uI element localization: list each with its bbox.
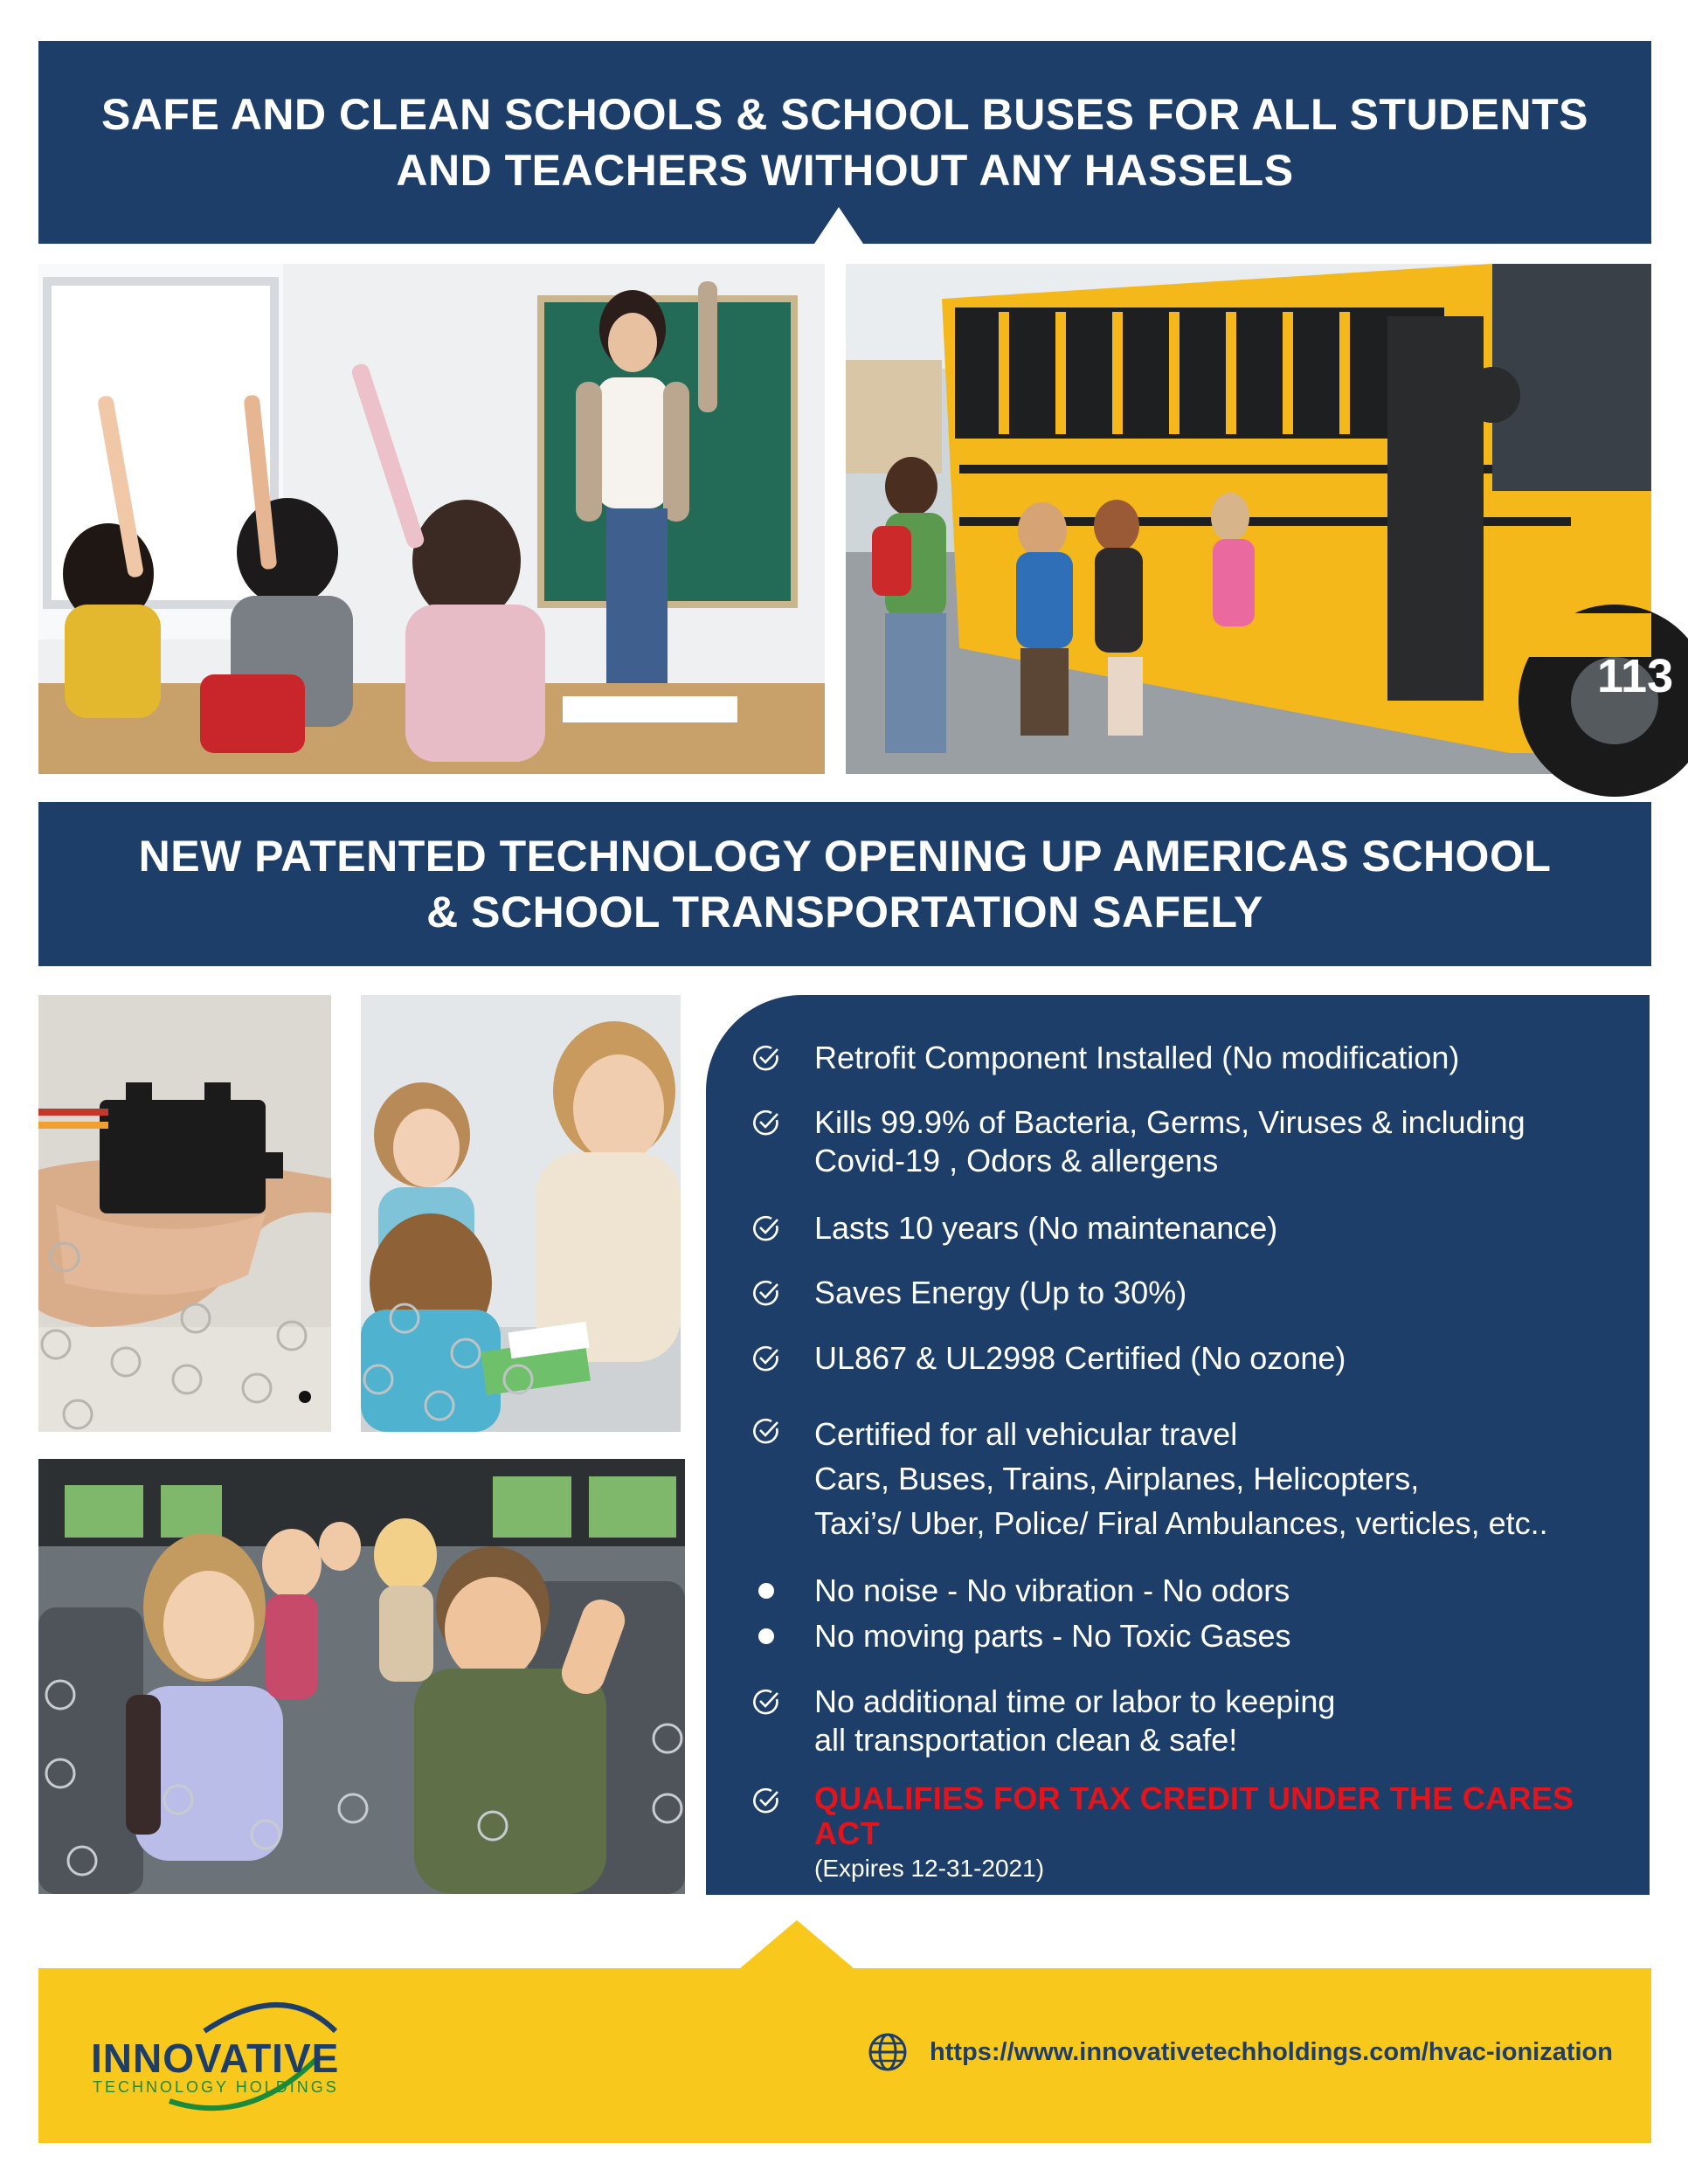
feature-no-noise [751,1572,1632,1610]
tax-credit-expiry: (Expires 12-31-2021) [814,1855,1045,1882]
feature-certified-ul [751,1339,1632,1378]
website-link-row[interactable] [867,2031,1613,2073]
feature-text [814,1683,1335,1759]
feature-line: No moving parts - No Toxic Gases [814,1618,1291,1654]
check-circle-icon [751,1344,781,1373]
check-circle-icon [751,1278,781,1308]
top-banner-line-1: SAFE AND CLEAN SCHOOLS & SCHOOL BUSES FOR ALL STUDENTS [100,90,1589,139]
feature-line: Taxi’s/ Uber, Police/ Firal Ambulances, verticles, etc.. [814,1505,1548,1541]
feature-line: Certified for all vehicular travel [814,1416,1238,1452]
globe-icon [867,2031,909,2073]
bus-number-label: 113 [1597,650,1674,702]
check-circle-icon [751,1687,781,1717]
top-banner-title [101,86,1588,198]
bullet-dot [758,1583,774,1599]
feature-line: No noise - No vibration - No odors [814,1572,1290,1608]
kids-on-bus-photo [38,1459,685,1894]
website-url[interactable]: https://www.innovativetechholdings.com/hvac-ionization [930,2037,1613,2066]
check-circle-icon [751,1786,781,1815]
feature-line: Cars, Buses, Trains, Airplanes, Helicopters, [814,1461,1420,1496]
company-logo [91,2005,370,2110]
feature-line: Lasts 10 years (No maintenance) [814,1210,1278,1246]
feature-line: No additional time or labor to keeping [814,1683,1336,1719]
school-bus-photo [846,264,1674,774]
sub-banner [38,802,1651,966]
feature-text [814,1617,1291,1655]
feature-line: Retrofit Component Installed (No modification) [814,1040,1460,1075]
feature-text [814,1039,1459,1077]
feature-text [814,1412,1548,1545]
check-circle-icon [751,1108,781,1137]
footer-bar [38,1968,1651,2143]
bullet-dot [758,1628,774,1644]
feature-line: Kills 99.9% of Bacteria, Germs, Viruses & including [814,1104,1525,1140]
feature-no-moving-parts [751,1617,1632,1655]
feature-text [814,1339,1346,1378]
check-circle-icon [751,1416,781,1446]
feature-text [814,1209,1277,1248]
feature-kills-bacteria [751,1103,1632,1180]
sub-banner-line-1: NEW PATENTED TECHNOLOGY OPENING UP AMERICAS SCHOOL [138,832,1552,881]
footer-notch [740,1920,854,1968]
tax-credit-text [814,1781,1632,1886]
feature-text [814,1572,1290,1610]
sub-banner-line-2: & SCHOOL TRANSPORTATION SAFELY [426,888,1263,936]
ionizer-device-photo [38,995,331,1432]
feature-text [814,1103,1525,1180]
logo-wordmark: INNOVATIVE [91,2035,340,2081]
feature-text [814,1274,1186,1312]
feature-saves-energy [751,1274,1632,1312]
feature-tax-credit [751,1781,1632,1886]
check-circle-icon [751,1043,781,1073]
tax-credit-headline: QUALIFIES FOR TAX CREDIT UNDER THE CARES ACT [814,1780,1574,1851]
top-banner-line-2: AND TEACHERS WITHOUT ANY HASSELS [396,146,1294,195]
feature-line: Saves Energy (Up to 30%) [814,1275,1187,1310]
feature-vehicular-travel [751,1412,1632,1545]
feature-line: all transportation clean & safe! [814,1722,1238,1758]
sub-banner-title [139,828,1552,940]
feature-retrofit [751,1039,1632,1077]
logo-tagline: TECHNOLOGY HOLDINGS [93,2078,339,2096]
feature-line: UL867 & UL2998 Certified (No ozone) [814,1340,1346,1376]
feature-lasts-10-years [751,1209,1632,1248]
feature-line: Covid-19 , Odors & allergens [814,1143,1219,1178]
teacher-students-photo [361,995,681,1432]
features-panel [706,995,1650,1895]
classroom-photo [38,264,825,774]
banner-notch [814,207,863,244]
check-circle-icon [751,1213,781,1243]
feature-no-additional-time [751,1683,1632,1759]
